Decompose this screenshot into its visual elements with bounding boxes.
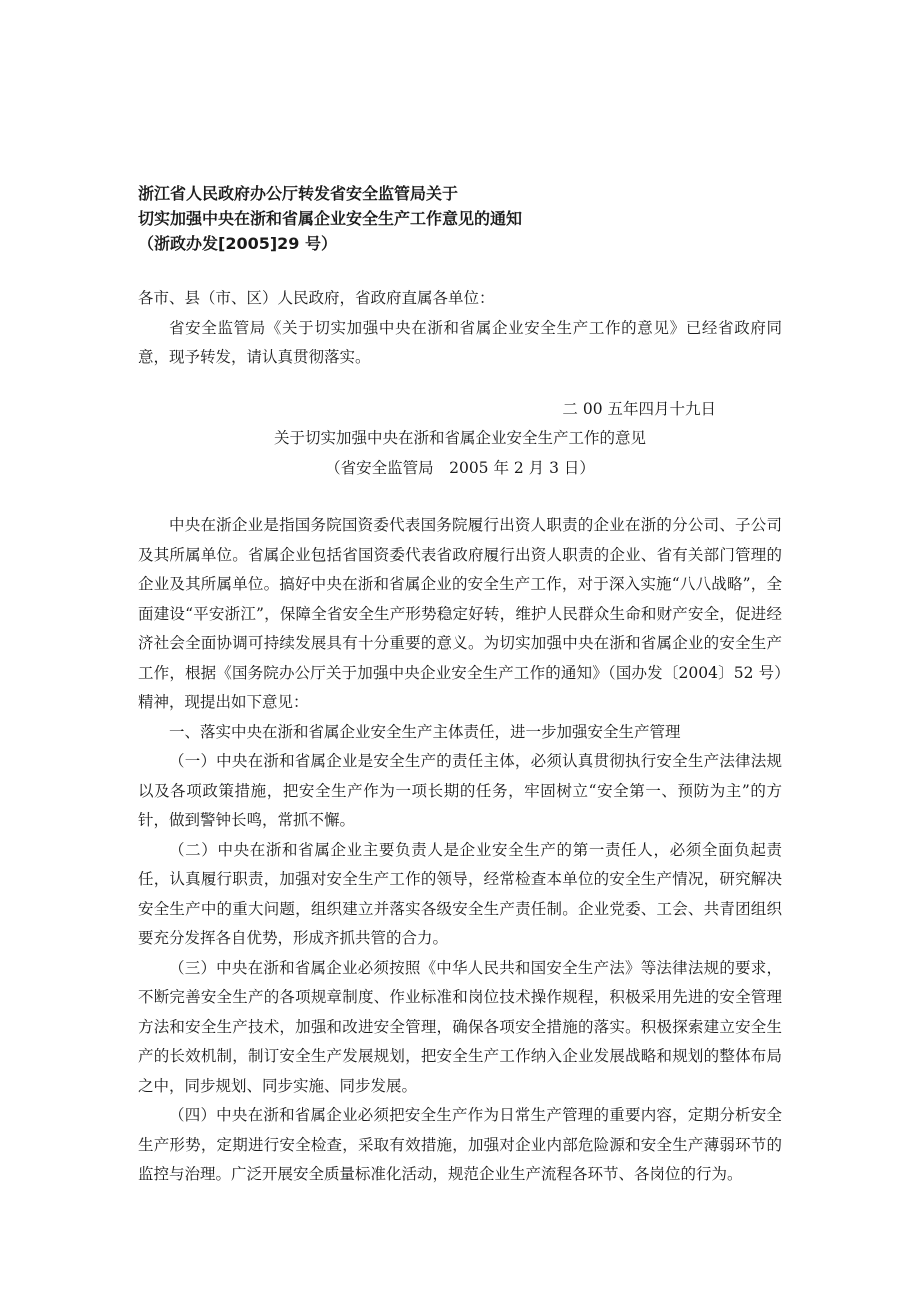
notice-title-block [138, 181, 838, 256]
opinion-source: （省安全监管局 2005 年 2 月 3 日） [325, 458, 595, 477]
notice-title-line-1: 浙江省人民政府办公厅转发省安全监管局关于 [138, 184, 459, 203]
notice-doc-number: （浙政办发[2005]29 号） [138, 234, 337, 253]
notice-title-line-2: 切实加强中央在浙和省属企业安全生产工作意见的通知 [138, 209, 523, 228]
opinion-intro: 中央在浙企业是指国务院国资委代表国务院履行出资人职责的企业在浙的分公司、子公司及其所属单位。省属企业包括省国资委代表省政府履行出资人职责的企业、省有关部门管理的企业及其所属单位。搞好中央在浙和省属企业的安全生产工作，对于深入实施“八八战略”，全面建设“平安浙江”，保障全省安全生产形势稳定好转，维护人民群众生命和财产安全，促进经济社会全面协调可持续发展具有十分重要的意义。为切实加强中央在浙和省属企业的安全生产工作，根据《国务院办公厅关于加强中央企业安全生产工作的通知》（国办发〔2004〕52 号）精神，现提出如下意见： [138, 516, 782, 711]
item-2: （二）中央在浙和省属企业主要负责人是企业安全生产的第一责任人，必须全面负起责任，认真履行职责，加强对安全生产工作的领导，经常检查本单位的安全生产情况，研究解决安全生产中的重大问题，组织建立并落实各级安全生产责任制。企业党委、工会、共青团组织要充分发挥各自优势，形成齐抓共管的合力。 [138, 840, 782, 947]
notice-salutation: 各市、县（市、区）人民政府，省政府直属各单位： [138, 289, 495, 307]
spacer [138, 483, 782, 511]
section-1-heading: 一、落实中央在浙和省属企业安全生产主体责任，进一步加强安全生产管理 [169, 722, 681, 741]
item-3: （三）中央在浙和省属企业必须按照《中华人民共和国安全生产法》等法律法规的要求，不断完善安全生产的各项规章制度、作业标准和岗位技术操作规程，积极采用先进的安全管理方法和安全生产技术，加强和改进安全管理，确保各项安全措施的落实。积极探索建立安全生产的长效机制，制订安全生产发展规划，把安全生产工作纳入企业发展战略和规划的整体布局之中，同步规划、同步实施、同步发展。 [138, 958, 782, 1095]
notice-body: 省安全监管局《关于切实加强中央在浙和省属企业安全生产工作的意见》已经省政府同意，现予转发，请认真贯彻落实。 [138, 318, 782, 366]
item-4: （四）中央在浙和省属企业必须把安全生产作为日常生产管理的重要内容，定期分析安全生产形势，定期进行安全检查，采取有效措施，加强对企业内部危险源和安全生产薄弱环节的监控与治理。广泛开展安全质量标准化活动，规范企业生产流程各环节、各岗位的行为。 [138, 1106, 782, 1183]
notice-date: 二 00 五年四月十九日 [562, 399, 716, 418]
opinion-title: 关于切实加强中央在浙和省属企业安全生产工作的意见 [273, 429, 646, 447]
spacer [138, 373, 782, 395]
document-body [138, 284, 782, 1190]
item-1: （一）中央在浙和省属企业是安全生产的责任主体，必须认真贯彻执行安全生产法律法规以及各项政策措施，把安全生产作为一项长期的任务，牢固树立“安全第一、预防为主”的方针，做到警钟长鸣，常抓不懈。 [138, 752, 782, 829]
